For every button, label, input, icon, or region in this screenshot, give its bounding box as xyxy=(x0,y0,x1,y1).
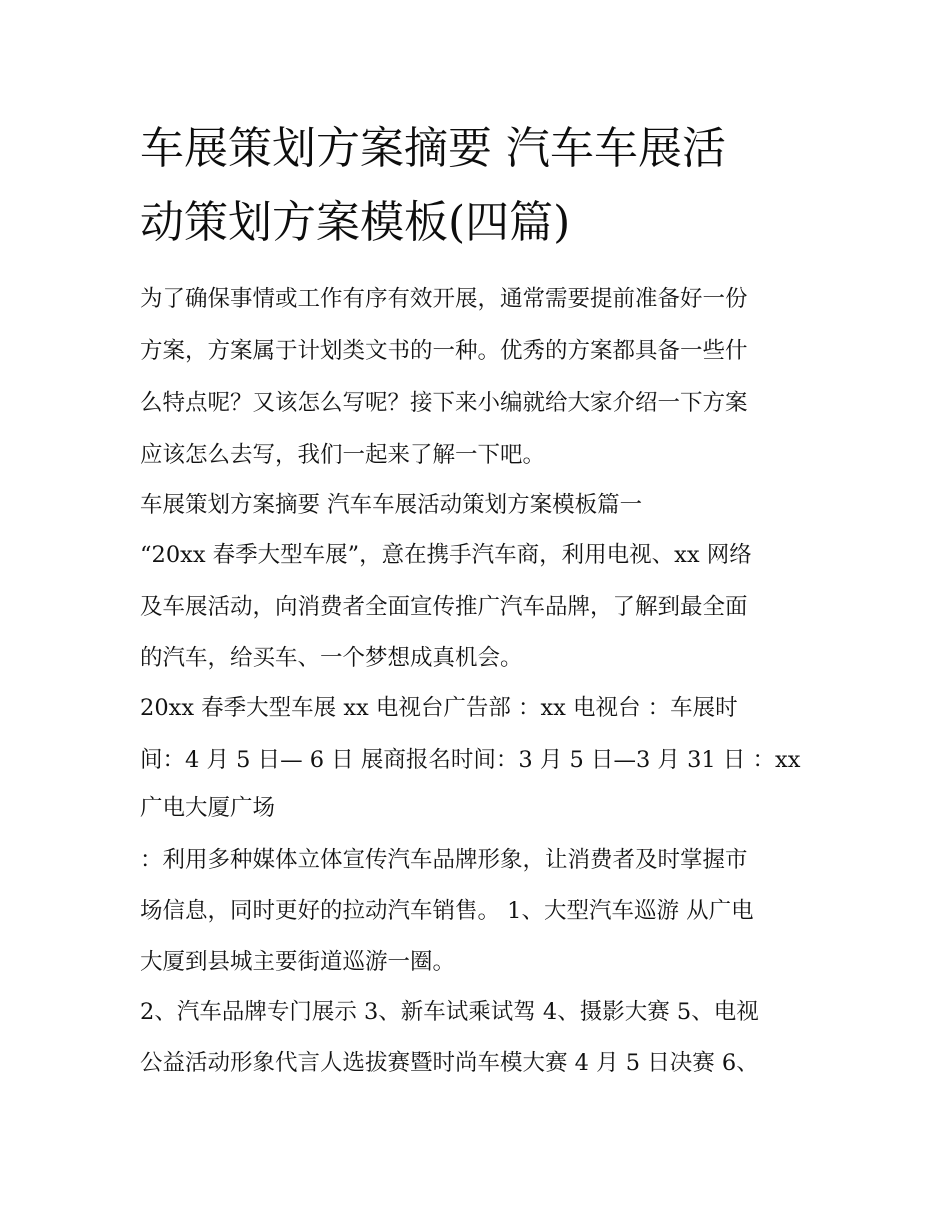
body-line-9: 20xx 春季大型车展 xx 电视台广告部 ：xx 电视台 ：车展时 xyxy=(140,695,738,721)
body-line-10: 间：4 月 5 日— 6 日 展商报名时间：3 月 5 日—3 月 31 日 ：xx xyxy=(140,747,801,773)
body-line-7: 及车展活动，向消费者全面宣传推广汽车品牌，了解到最全面 xyxy=(140,594,748,620)
body-line-3: 么特点呢？又该怎么写呢？接下来小编就给大家介绍一下方案 xyxy=(140,390,748,416)
document-title xyxy=(140,112,830,260)
body-line-13: 场信息，同时更好的拉动汽车销售。 1、大型汽车巡游 从广电 xyxy=(140,898,754,924)
title-line-1: 车展策划方案摘要 汽车车展活 xyxy=(140,123,726,174)
body-line-11: 广电大厦广场 xyxy=(140,795,276,821)
body-line-4: 应该怎么去写，我们一起来了解一下吧。 xyxy=(140,442,546,468)
section-heading-1: 车展策划方案摘要 汽车车展活动策划方案模板篇一 xyxy=(140,492,643,518)
body-line-16: 公益活动形象代言人选拔赛暨时尚车模大赛 4 月 5 日决赛 6、 xyxy=(140,1050,759,1076)
body-line-14: 大厦到县城主要街道巡游一圈。 xyxy=(140,949,456,975)
body-line-15: 2、汽车品牌专门展示 3、新车试乘试驾 4、摄影大赛 5、电视 xyxy=(140,999,759,1025)
body-line-8: 的汽车，给买车、一个梦想成真机会。 xyxy=(140,645,523,671)
title-line-2: 动策划方案模板(四篇) xyxy=(140,197,571,248)
body-line-2: 方案，方案属于计划类文书的一种。优秀的方案都具备一些什 xyxy=(140,338,748,364)
body-line-6: “20xx 春季大型车展”，意在携手汽车商，利用电视、xx 网络 xyxy=(140,542,752,568)
body-line-1: 为了确保事情或工作有序有效开展，通常需要提前准备好一份 xyxy=(140,286,748,312)
body-line-12: ：利用多种媒体立体宣传汽车品牌形象，让消费者及时掌握市 xyxy=(140,847,748,873)
